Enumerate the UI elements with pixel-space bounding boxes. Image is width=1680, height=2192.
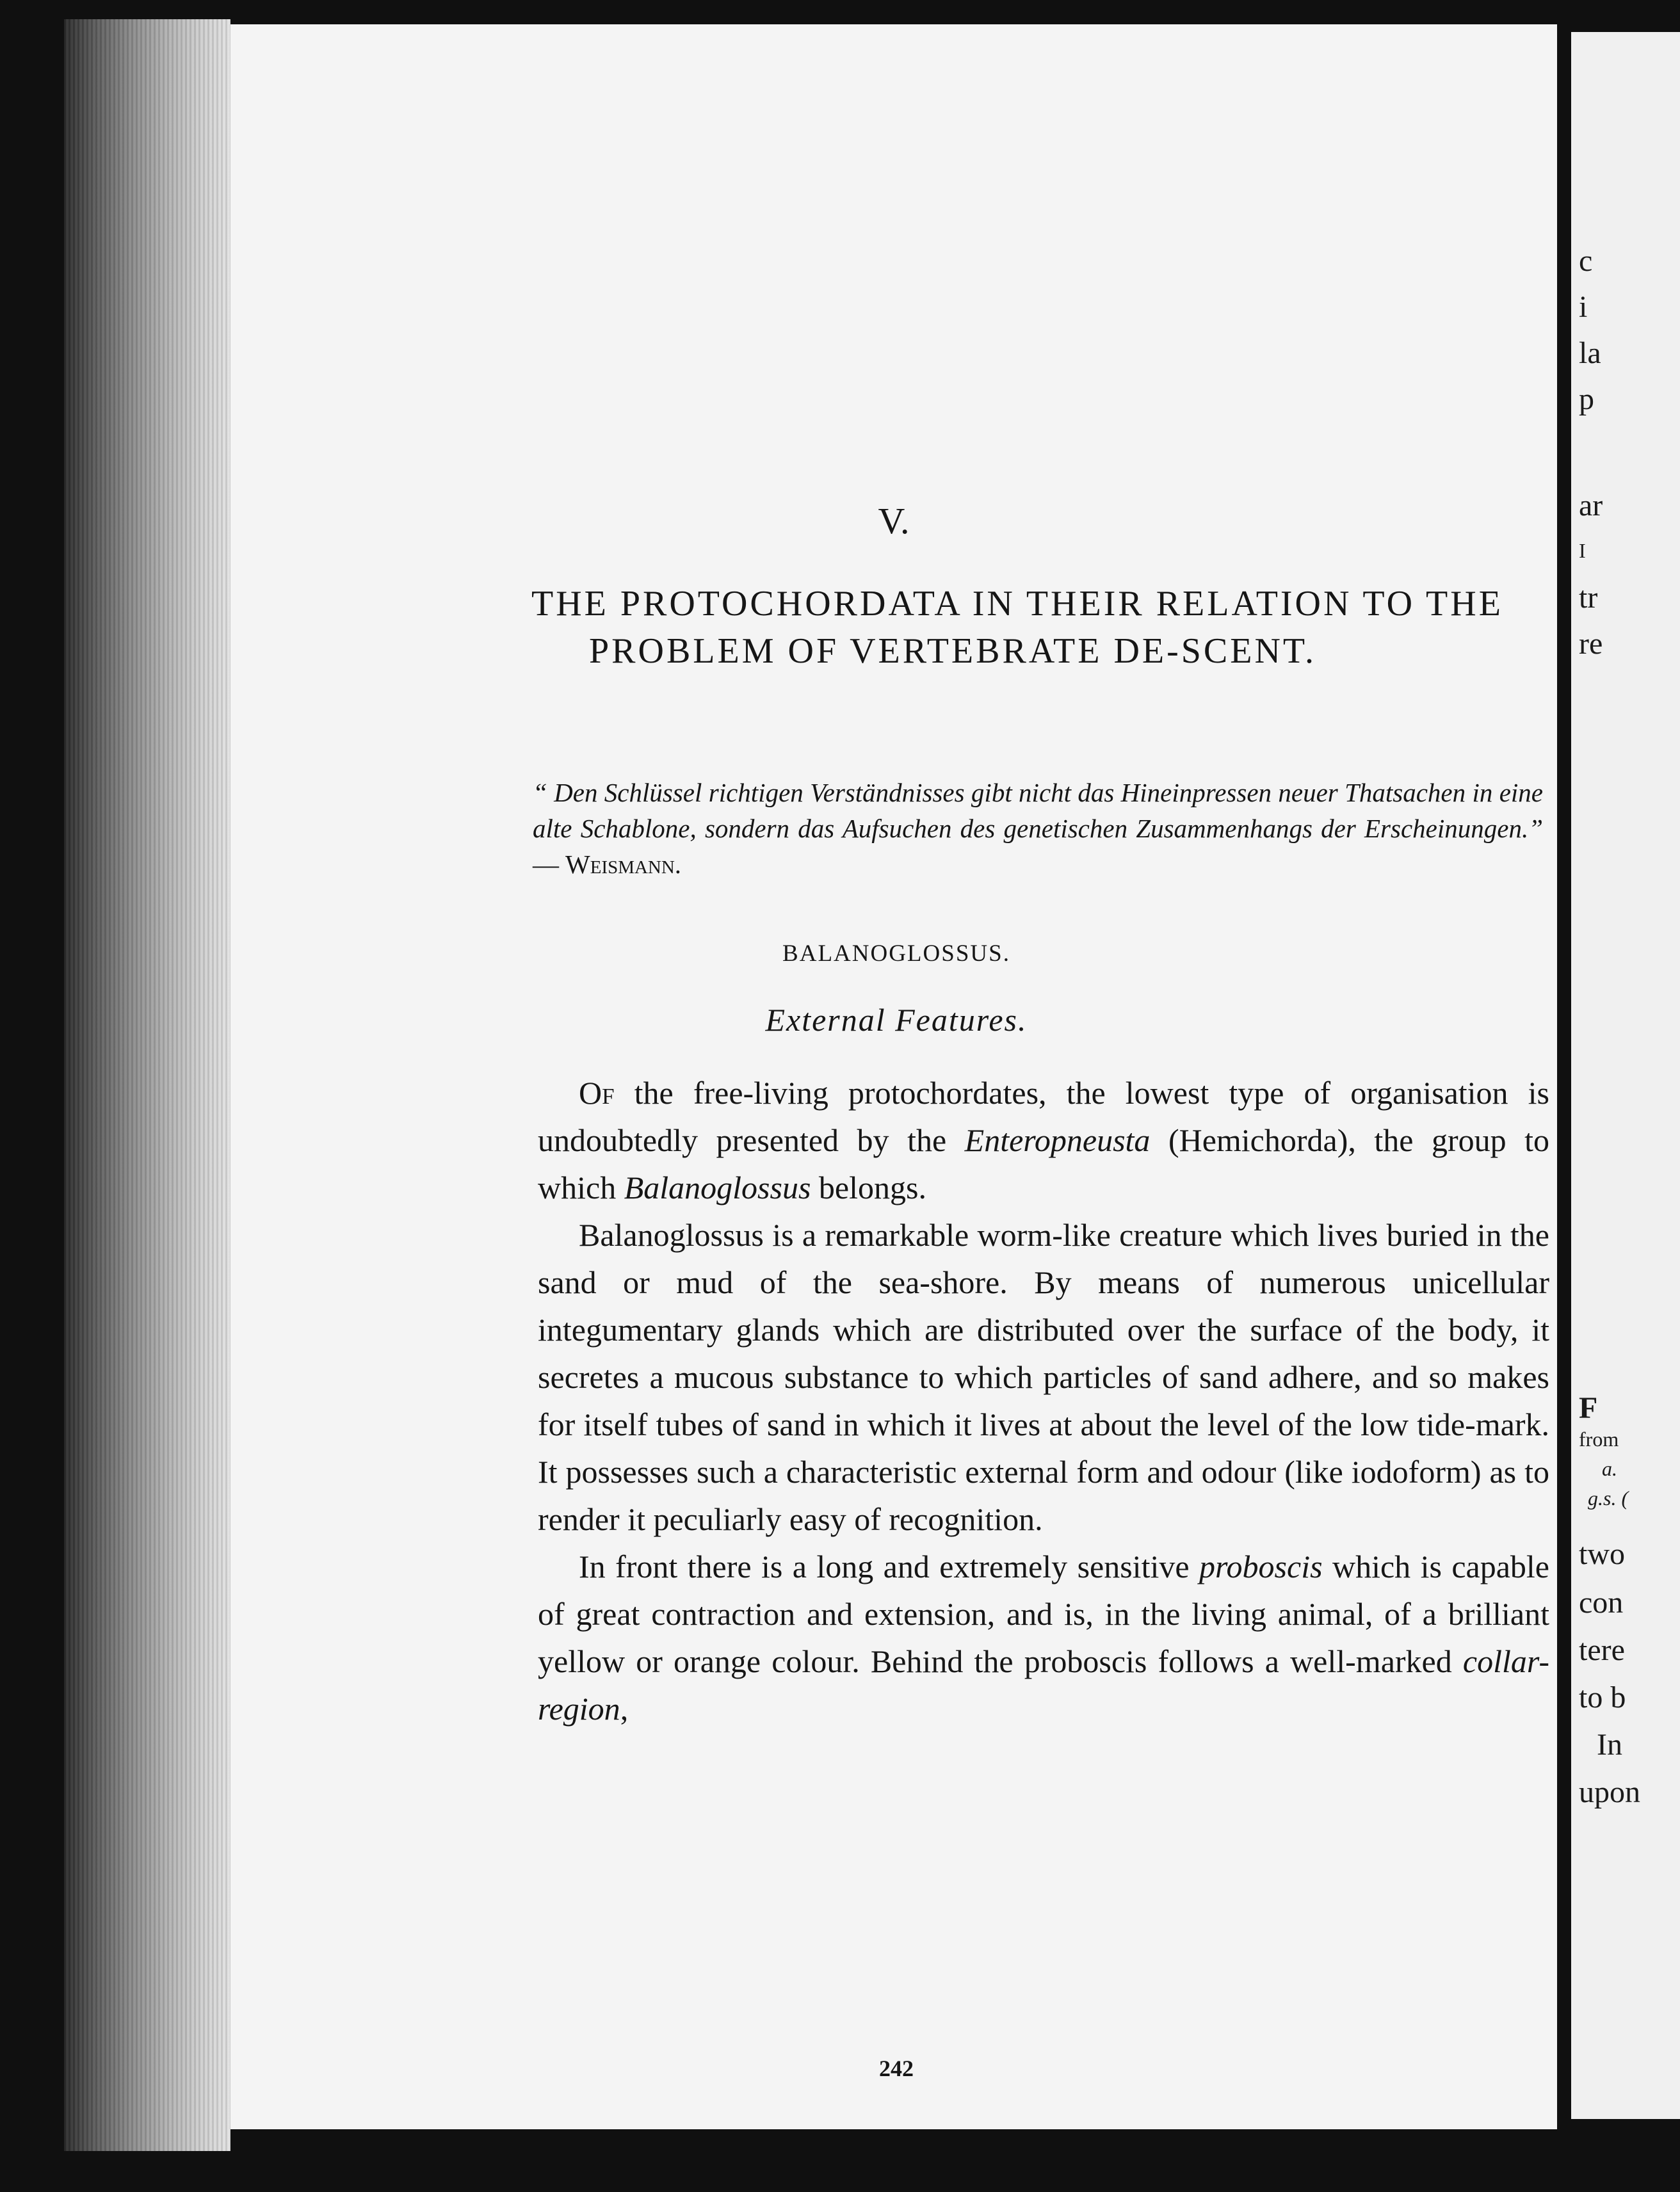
epigraph-quote: “ Den Schlüssel richtigen Verständnisses gibt nicht das Hineinpressen neuer Thatsachen in eine alte Schablone, sondern das Aufsuchen des genetischen Zusammenhangs der Erscheinungen.” xyxy=(533,778,1543,843)
paragraph-3 xyxy=(538,1543,1549,1732)
facing-page-fragment: a. xyxy=(1602,1457,1617,1480)
epigraph-dash: — xyxy=(533,850,559,879)
facing-page-fragment: la xyxy=(1579,336,1601,370)
facing-page-fragment: F xyxy=(1579,1391,1598,1425)
chapter-number: V. xyxy=(878,500,910,542)
italic-term: Balanoglossus xyxy=(624,1170,811,1205)
facing-page-fragment: tr xyxy=(1579,581,1598,615)
page-number: 242 xyxy=(879,2056,914,2081)
epigraph-author: Weismann. xyxy=(565,850,682,879)
paragraph-lead-in: Of xyxy=(579,1075,615,1111)
epigraph xyxy=(533,775,1543,882)
facing-page-fragment: g.s. ( xyxy=(1588,1487,1629,1510)
italic-term: collar-region xyxy=(538,1643,1549,1727)
facing-page-fragment: i xyxy=(1579,290,1588,324)
paragraph-2: Balanoglossus is a remarkable worm-like creature which lives buried in the sand or mud of the sea-shore. By means of numerous unicellular integumentary glands which are distributed over the surface of the body, it secretes a mucous substance to which particles of sand adhere, and so makes for itself tubes of sand in which it lives at about the level of the low tide-mark. It possesses such a characteristic external form and odour (like iodoform) as to render it peculiarly easy of recognition. xyxy=(538,1217,1549,1537)
subsection-heading: External Features. xyxy=(765,1002,1028,1038)
facing-page-fragment: p xyxy=(1579,382,1594,416)
paragraph-text: which is capable of great contraction and extension, and is, in the living animal, of a brilliant yellow or orange colour. Behind the proboscis follows a well-marked xyxy=(538,1549,1549,1679)
book-page-edges xyxy=(64,19,230,2151)
book-page-right-partial xyxy=(1571,32,1680,2119)
facing-page-fragment: In xyxy=(1597,1728,1622,1762)
facing-page-fragment: to b xyxy=(1579,1680,1626,1714)
facing-page-fragment: con xyxy=(1579,1586,1624,1620)
italic-term: proboscis xyxy=(1199,1549,1323,1584)
italic-term: Enteropneusta xyxy=(964,1122,1151,1158)
paragraph-text: , xyxy=(620,1691,629,1727)
facing-page-fragment: two xyxy=(1579,1537,1625,1571)
facing-page-fragment: I xyxy=(1579,539,1586,562)
paragraph-text: the free-living protochordates, the lowest type of organisation is undoubtedly presented by the xyxy=(538,1075,1549,1158)
facing-page-fragment: c xyxy=(1579,244,1593,278)
chapter-title: THE PROTOCHORDATA IN THEIR RELATION TO THE PROBLEM OF VERTEBRATE DE-SCENT. xyxy=(531,584,1503,671)
facing-page-fragment: ar xyxy=(1579,488,1603,522)
facing-page-fragment: re xyxy=(1579,627,1603,661)
paragraph-text: belongs. xyxy=(811,1170,926,1205)
paragraph-1 xyxy=(538,1069,1549,1211)
paragraph-text: In front there is a long and extremely sensitive xyxy=(579,1549,1199,1584)
section-heading: BALANOGLOSSUS. xyxy=(782,940,1010,967)
facing-page-fragment: from xyxy=(1579,1428,1619,1451)
book-page-left xyxy=(230,24,1557,2129)
body-text xyxy=(538,1069,1549,1732)
facing-page-fragment: tere xyxy=(1579,1633,1625,1667)
paragraph-text: (Hemichorda), the group to which xyxy=(538,1122,1549,1205)
facing-page-fragment: upon xyxy=(1579,1775,1640,1809)
